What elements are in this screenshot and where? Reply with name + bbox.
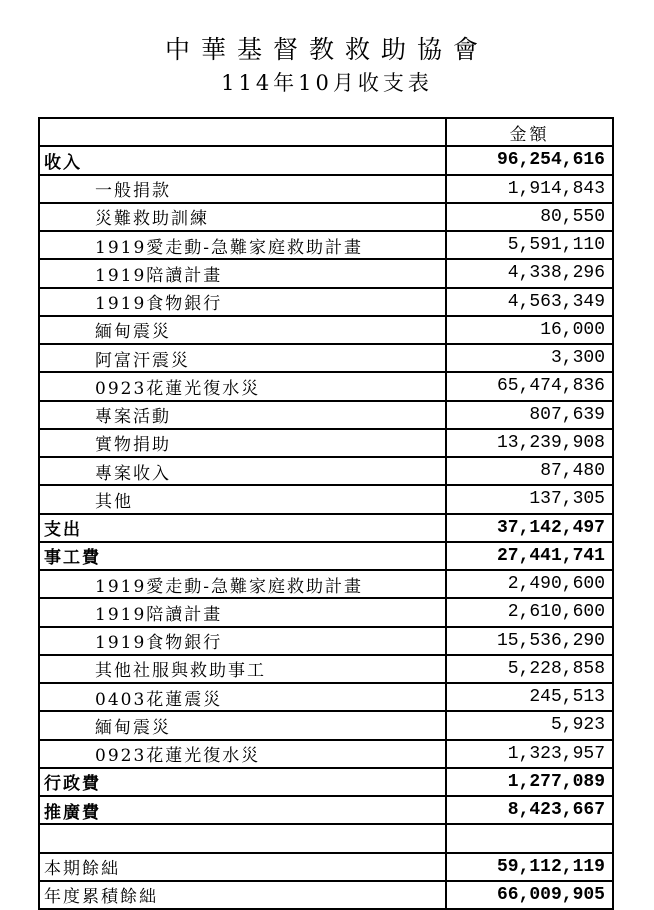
table-header-row — [39, 118, 613, 146]
row-label: 一般捐款 — [39, 175, 446, 203]
table-row — [39, 542, 613, 570]
table-row — [39, 401, 613, 429]
table-row — [39, 231, 613, 259]
row-label: 1919陪讀計畫 — [39, 259, 446, 287]
row-value: 59,112,119 — [446, 853, 613, 881]
table-row — [39, 203, 613, 231]
row-label: 推廣費 — [39, 796, 446, 824]
document-subtitle: 114年10月收支表 — [221, 71, 433, 95]
row-value: 2,490,600 — [446, 570, 613, 598]
row-value: 15,536,290 — [446, 627, 613, 655]
row-label: 支出 — [39, 514, 446, 542]
row-label: 專案活動 — [39, 401, 446, 429]
table-row — [39, 881, 613, 909]
table-row — [39, 598, 613, 626]
row-value: 4,338,296 — [446, 259, 613, 287]
table-row — [39, 259, 613, 287]
row-value: 65,474,836 — [446, 372, 613, 400]
table-row — [39, 683, 613, 711]
table-row — [39, 740, 613, 768]
row-label — [39, 824, 446, 852]
row-label: 事工費 — [39, 542, 446, 570]
table-row — [39, 485, 613, 513]
row-label: 其他社服與救助事工 — [39, 655, 446, 683]
row-value: 5,591,110 — [446, 231, 613, 259]
row-value — [446, 824, 613, 852]
table-row — [39, 344, 613, 372]
table-row — [39, 627, 613, 655]
row-value: 1,277,089 — [446, 768, 613, 796]
row-label: 1919愛走動-急難家庭救助計畫 — [39, 231, 446, 259]
row-label: 其他 — [39, 485, 446, 513]
row-value: 807,639 — [446, 401, 613, 429]
amount-column-header: 金額 — [446, 118, 613, 146]
row-label: 本期餘絀 — [39, 853, 446, 881]
table-row — [39, 655, 613, 683]
row-value: 2,610,600 — [446, 598, 613, 626]
table-row — [39, 796, 613, 824]
row-label: 行政費 — [39, 768, 446, 796]
table-row — [39, 853, 613, 881]
table-row — [39, 288, 613, 316]
row-label: 0923花蓮光復水災 — [39, 372, 446, 400]
table-row — [39, 711, 613, 739]
row-label: 緬甸震災 — [39, 711, 446, 739]
row-value: 245,513 — [446, 683, 613, 711]
table-row — [39, 514, 613, 542]
row-label: 1919陪讀計畫 — [39, 598, 446, 626]
table-row — [39, 429, 613, 457]
row-label: 緬甸震災 — [39, 316, 446, 344]
row-label: 0403花蓮震災 — [39, 683, 446, 711]
row-value: 1,323,957 — [446, 740, 613, 768]
table-row — [39, 175, 613, 203]
row-label: 1919食物銀行 — [39, 288, 446, 316]
document-title: 中華基督教救助協會 — [164, 35, 489, 64]
row-value: 13,239,908 — [446, 429, 613, 457]
row-value: 27,441,741 — [446, 542, 613, 570]
row-label: 1919食物銀行 — [39, 627, 446, 655]
table-row — [39, 316, 613, 344]
row-label: 收入 — [39, 146, 446, 174]
row-value: 5,228,858 — [446, 655, 613, 683]
row-value: 37,142,497 — [446, 514, 613, 542]
row-value: 16,000 — [446, 316, 613, 344]
table-row — [39, 570, 613, 598]
row-value: 4,563,349 — [446, 288, 613, 316]
row-label: 1919愛走動-急難家庭救助計畫 — [39, 570, 446, 598]
income-expense-table-container — [38, 117, 614, 910]
row-value: 3,300 — [446, 344, 613, 372]
table-row — [39, 768, 613, 796]
row-value: 1,914,843 — [446, 175, 613, 203]
row-value: 96,254,616 — [446, 146, 613, 174]
row-value: 80,550 — [446, 203, 613, 231]
row-label: 0923花蓮光復水災 — [39, 740, 446, 768]
table-row — [39, 457, 613, 485]
row-value: 66,009,905 — [446, 881, 613, 909]
row-label: 年度累積餘絀 — [39, 881, 446, 909]
table-row — [39, 146, 613, 174]
row-label: 專案收入 — [39, 457, 446, 485]
row-value: 8,423,667 — [446, 796, 613, 824]
table-row — [39, 824, 613, 852]
row-value: 87,480 — [446, 457, 613, 485]
row-label: 阿富汗震災 — [39, 344, 446, 372]
table-row — [39, 372, 613, 400]
header-empty-cell — [39, 118, 446, 146]
income-expense-table — [38, 117, 614, 910]
row-label: 實物捐助 — [39, 429, 446, 457]
row-value: 5,923 — [446, 711, 613, 739]
row-label: 災難救助訓練 — [39, 203, 446, 231]
row-value: 137,305 — [446, 485, 613, 513]
